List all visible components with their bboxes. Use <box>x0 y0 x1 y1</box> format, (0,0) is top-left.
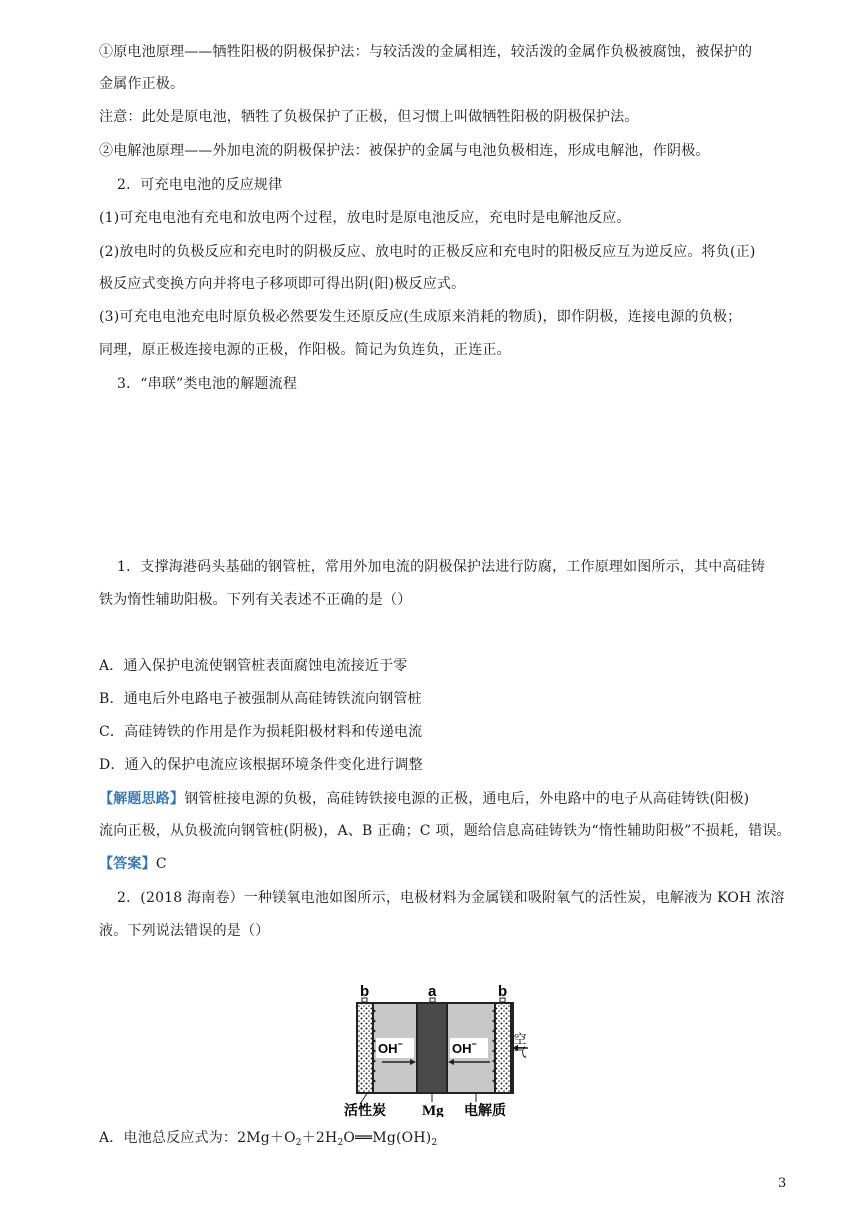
q1-analysis-b: 流向正极，从负极流向钢管桩(阴极)，A、B 正确；C 项，题给信息高硅铸铁为“惰性辅助阳极”不损耗，错误。 <box>99 823 791 839</box>
label-electrolyte: 电解质 <box>464 1103 506 1117</box>
q1-stem-b: 铁为惰性辅助阳极。下列有关表述不正确的是（） <box>99 592 412 608</box>
analysis-label: 【解题思路】 <box>99 791 185 807</box>
q1-option-d: D．通入的保护电流应该根据环境条件变化进行调整 <box>99 757 423 773</box>
oh-left-label: OH− <box>378 1039 403 1056</box>
para-sacrificial-anode-a: ①原电池原理——牺牲阳极的阴极保护法：与较活泼的金属相连，较活泼的金属作负极被腐蚀，被保护的 <box>99 44 753 60</box>
label-carbon: 活性炭 <box>344 1103 386 1117</box>
heading-series: 3．“串联”类电池的解题流程 <box>117 376 298 392</box>
label-b-right: b <box>498 983 508 1000</box>
rule-3b: 同理，原正极连接电源的正极，作阳极。简记为负连负，正连正。 <box>99 342 511 358</box>
answer-value: C <box>155 856 167 872</box>
q1-answer <box>99 854 167 874</box>
answer-label: 【答案】 <box>99 856 156 872</box>
para-note: 注意：此处是原电池，牺牲了负极保护了正极，但习惯上叫做牺牲阳极的阴极保护法。 <box>99 109 639 125</box>
analysis-text-a: 钢管桩接电源的负极，高硅铸铁接电源的正极，通电后，外电路中的电子从高硅铸铁(阳极) <box>184 791 750 807</box>
heading-rechargeable: 2．可充电电池的反应规律 <box>117 177 283 193</box>
label-mg: Mg <box>422 1103 444 1117</box>
q2-option-a: A．电池总反应式为：$2Mg+O_2+2H_2O══Mg(OH)_2$ <box>99 1130 438 1148</box>
label-b-left: b <box>360 983 370 1000</box>
page-number: 3 <box>778 1176 787 1191</box>
rule-1: (1)可充电电池有充电和放电两个过程，放电时是原电池反应，充电时是电解池反应。 <box>99 210 631 226</box>
q1-stem-a: 1．支撑海港码头基础的钢管桩，常用外加电流的阴极保护法进行防腐，工作原理如图所示，其中高硅铸 <box>117 559 766 575</box>
q2-stem-a: 2．(2018 海南卷）一种镁氧电池如图所示，电极材料为金属镁和吸附氧气的活性炭，电解液为 KOH 浓溶 <box>117 890 785 906</box>
q1-option-b: B．通电后外电路电子被强制从高硅铸铁流向钢管桩 <box>99 691 422 707</box>
label-a: a <box>428 983 437 1000</box>
mg-electrode <box>418 1004 446 1092</box>
para-sacrificial-anode-b: 金属作正极。 <box>99 76 185 92</box>
q2-stem-b: 液。下列说法错误的是（） <box>99 923 270 939</box>
para-impressed-current: ②电解池原理——外加电流的阴极保护法：被保护的金属与电池负极相连，形成电解池，作阴极。 <box>99 143 710 159</box>
rule-2b: 极反应式变换方向并将电子移项即可得出阴(阳)极反应式。 <box>99 276 466 292</box>
air-label: 空气 <box>510 1032 526 1058</box>
q1-option-c: C．高硅铸铁的作用是作为损耗阳极材料和传递电流 <box>99 724 423 740</box>
carbon-electrode-right <box>496 1004 510 1092</box>
mg-oxygen-battery-diagram <box>340 982 530 1117</box>
rule-3a: (3)可充电电池充电时原负极必然要发生还原反应(生成原来消耗的物质)，即作阴极，连接电源的负极； <box>99 309 742 325</box>
oh-right-label: OH− <box>452 1039 477 1056</box>
q1-option-a: A．通入保护电流使钢管桩表面腐蚀电流接近于零 <box>99 658 408 674</box>
rule-2a: (2)放电时的负极反应和充电时的阴极反应、放电时的正极反应和充电时的阳极反应互为逆反应。将负(正) <box>99 244 756 260</box>
carbon-electrode-left <box>358 1004 372 1092</box>
q1-analysis-a <box>99 789 749 809</box>
